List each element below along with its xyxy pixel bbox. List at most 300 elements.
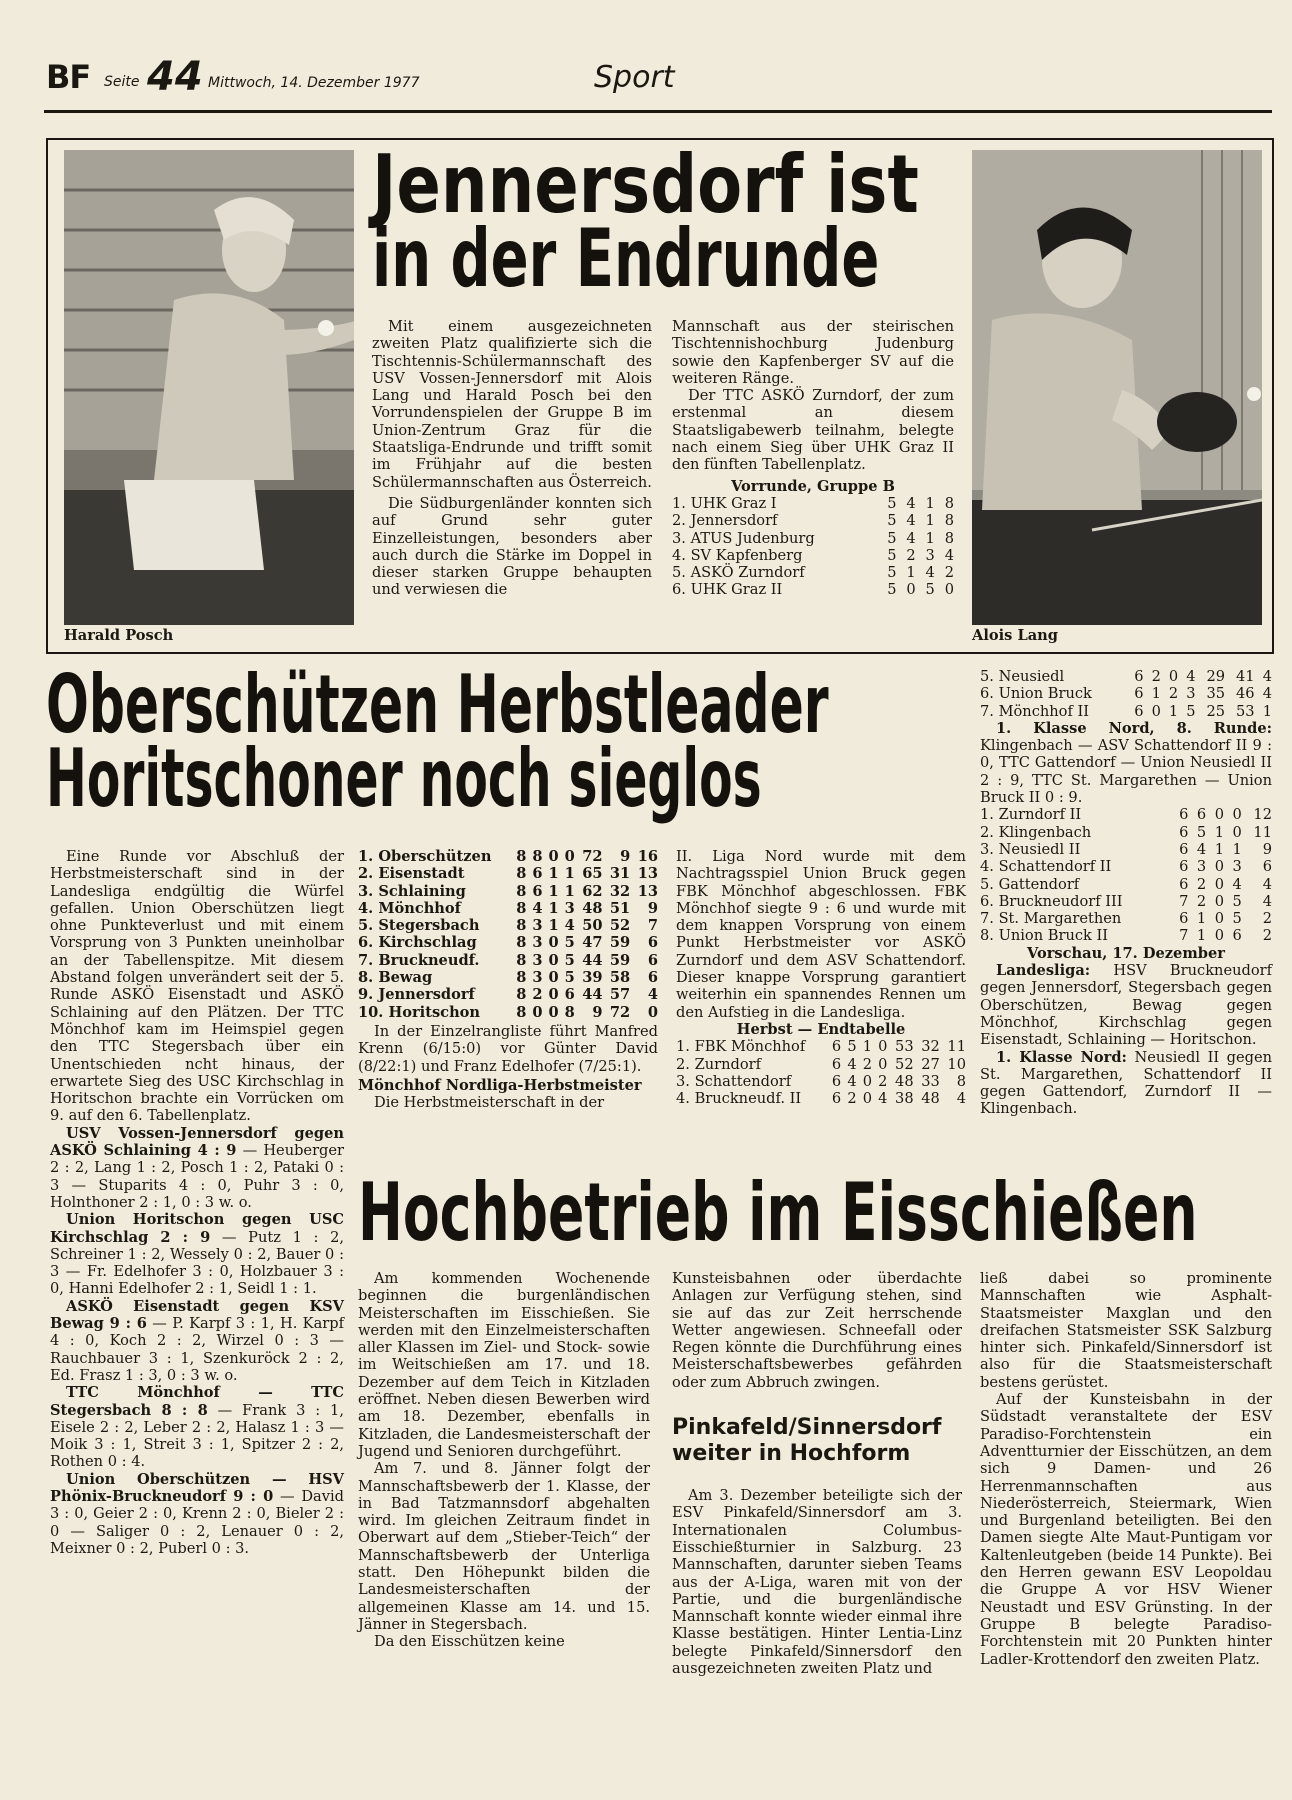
stat-cell: 4 [1262, 875, 1272, 893]
table-row [980, 841, 1272, 858]
stat-cell: 8 [516, 882, 527, 900]
table-row [672, 547, 954, 564]
article2-col4 [980, 668, 1272, 1118]
stat-cell: 8 [532, 848, 543, 865]
stat-cell: 6 [647, 934, 658, 952]
match-result [50, 1211, 344, 1297]
stat-cell: 3 [532, 917, 543, 935]
paragraph: Am 7. und 8. Jänner folgt der Mannschaftsbewerb der 1. Klasse, der in Bad Tatzmannsdorf abgehalten wird. Im gleichen Zeitraum findet in Oberwart auf dem „Stieber-Teich“ der Mannschaftsbewerb der Unterliga statt. Den Höhepunkt bilden die Landesmeisterschaften der allgemeinen Klasse am 14. und 15. Jänner in Stegersbach. [358, 1460, 650, 1633]
article2-headline-line1: Oberschützen Herbstleader [46, 658, 829, 751]
stat-cell: 6 [1232, 927, 1242, 945]
team-name-cell: 5. Stegersbach [358, 917, 480, 935]
article3-col3 [980, 1270, 1272, 1668]
stat-cell: 8 [516, 865, 527, 883]
team-name-cell: 9. Jennersdorf [358, 986, 475, 1004]
paragraph: Mannschaft aus der steirischen Tischtennishochburg Judenburg sowie den Kapfenberger SV auf die weiteren Ränge. [672, 318, 954, 387]
team-name-cell: 4. Schattendorf II [980, 858, 1112, 876]
stat-cell: 2 [906, 546, 916, 564]
stat-cell: 53 [1235, 702, 1255, 720]
match-details: — P. Karpf 3 : 1, H. Karpf 4 : 0, Koch 2 : 2, Wirzel 0 : 3 — Rauchbauer 3 : 1, Szenkuröck 2 : 2, Ed. Frasz 1 : 3, 0 : 3 w. o. [50, 1315, 345, 1384]
match-result [50, 1384, 344, 1470]
paragraph: ließ dabei so prominente Mannschaften wie Asphalt-Staatsmeister Maxglan und den dreifachen Statsmeister SSK Salzburg hinter sich. Pinkafeld/Sinnersdorf ist also für die Staatsmeisterschaft bestens gerüstet. [980, 1270, 1272, 1391]
table-row [980, 876, 1272, 893]
article2-headline [46, 658, 966, 828]
stat-cell: 48 [921, 1090, 940, 1108]
stat-cell: 6 [647, 969, 658, 987]
subhead: Mönchhof Nordliga-Herbstmeister [358, 1076, 642, 1094]
table-row [358, 934, 658, 951]
stat-cell: 8 [516, 848, 527, 865]
stat-cell: 3 [1232, 858, 1242, 876]
stat-cell: 4 [956, 1090, 966, 1108]
stat-cell: 8 [956, 1072, 966, 1090]
page-label: Seite [104, 74, 140, 90]
stat-cell: 6 [564, 986, 575, 1004]
stat-cell: 2 [1196, 892, 1207, 910]
table-row [672, 530, 954, 547]
stat-cell: 48 [895, 1072, 914, 1090]
stat-cell: 2 [1196, 875, 1207, 893]
stat-cell: 41 [1235, 668, 1255, 685]
stat-cell: 4 [1232, 875, 1242, 893]
text: HSV Bruckneudorf gegen Jennersdorf, Stegersbach gegen Oberschützen, Bewag gegen Mönchhof, Kirchschlag gegen Eisenstadt, Schlaining — Horitschon. [980, 962, 1272, 1049]
stat-cell: 0 [906, 581, 916, 599]
page-number: 44 [147, 54, 203, 100]
table-row [358, 917, 658, 934]
team-name-cell: 2. Eisenstadt [358, 865, 465, 883]
team-name-cell: 5. ASKÖ Zurndorf [672, 564, 805, 582]
paragraph: Der TTC ASKÖ Zurndorf, der zum erstenmal an diesem Staatsligabewerb teilnahm, belegte nach einem Sieg über UHK Graz II den fünften Tabellenplatz. [672, 387, 954, 474]
stat-cell: 3 [1186, 685, 1196, 703]
team-name-cell: 3. Neusiedl II [980, 840, 1081, 858]
stat-cell: 0 [1151, 702, 1161, 720]
stat-cell: 2 [862, 1055, 873, 1073]
stat-cell: 1 [1214, 823, 1224, 841]
article2-headline-line2: Horitschoner noch sieglos [46, 732, 762, 826]
stat-cell: 3 [1196, 858, 1207, 876]
stat-cell: 1 [548, 865, 559, 883]
stat-cell: 0 [548, 1003, 559, 1021]
stat-cell: 6 [1179, 823, 1189, 841]
lead: 1. Klasse Nord: [996, 1048, 1127, 1066]
stat-cell: 2 [944, 564, 954, 582]
table-row [672, 495, 954, 512]
article3-headline-text: Hochbetrieb im Eisschießen [358, 1166, 1198, 1259]
team-name-cell: 3. Schlaining [358, 882, 466, 900]
paragraph: Die Herbstmeisterschaft in der [374, 1094, 605, 1112]
stat-cell: 58 [609, 969, 631, 987]
table-row [980, 893, 1272, 910]
stat-cell: 2 [1151, 668, 1161, 685]
paragraph: II. Liga Nord wurde mit dem Nachtragsspiel Union Bruck gegen FBK Mönchhof abgeschlossen. FBK Mönchhof siegte 9 : 6 und wurde mit dem knappen Vorsprung von einem Punkt Herbstmeister vor ASKÖ Zurndorf und dem ASV Schattendorf. Dieser knappe Vorsprung garantiert weiterhin ein spannendes Rennen um den Aufstieg in die Landesliga. [676, 848, 966, 1021]
article2-col3 [676, 848, 966, 1107]
paragraph: Die Südburgenländer konnten sich auf Grund sehr guter Einzelleistungen, besonders aber auch durch die Stärke im Doppel in dieser starken Gruppe behaupten und verwiesen die [372, 494, 652, 599]
stat-cell: 4 [564, 917, 575, 935]
team-name-cell: 6. Bruckneudorf III [980, 892, 1123, 910]
stat-cell: 35 [1206, 685, 1226, 703]
stat-cell: 38 [895, 1090, 914, 1108]
stat-cell: 9 [647, 899, 658, 917]
stat-cell: 59 [609, 934, 631, 952]
match-lead: Union Horitschon gegen USC Kirchschlag 2 : 9 [50, 1211, 344, 1246]
stat-cell: 32 [609, 882, 631, 900]
stat-cell: 2 [1262, 927, 1272, 945]
article2-col2 [358, 848, 658, 1111]
stat-cell: 2 [1262, 910, 1272, 928]
match-details: — Heuberger 2 : 2, Lang 1 : 2, Posch 1 : 2, Pataki 0 : 3 — Stuparits 4 : 0, Puhr 3 : 0, Holnthoner 2 : 1, 0 : 3 w. o. [50, 1142, 345, 1211]
stat-cell: 52 [609, 917, 631, 935]
stat-cell: 52 [895, 1055, 914, 1073]
stat-cell: 6 [1179, 806, 1189, 824]
stat-cell: 0 [548, 848, 559, 865]
stat-cell: 27 [921, 1055, 940, 1073]
stat-cell: 1 [1168, 702, 1179, 720]
stat-cell: 5 [1232, 892, 1242, 910]
stat-cell: 8 [516, 1003, 527, 1021]
stat-cell: 4 [1186, 668, 1196, 685]
stat-cell: 72 [609, 1003, 631, 1021]
stat-cell: 8 [564, 1003, 575, 1021]
stat-cell: 1 [564, 865, 575, 883]
team-name-cell: 5. Neusiedl [980, 668, 1065, 685]
page-header [46, 52, 1276, 108]
text: Neusiedl II gegen St. Margarethen, Schattendorf II gegen Gattendorf, Zurndorf II — Klingenbach. [980, 1048, 1272, 1118]
table-row [676, 1056, 966, 1073]
table-row [980, 806, 1272, 823]
stat-cell: 6 [1179, 910, 1189, 928]
table-row [358, 1004, 658, 1021]
stat-cell: 4 [1262, 668, 1272, 685]
stat-cell: 57 [609, 986, 631, 1004]
table-row [672, 512, 954, 529]
article3-col2 [672, 1270, 962, 1677]
stat-cell: 47 [582, 934, 603, 952]
stat-cell: 0 [548, 934, 559, 952]
stat-cell: 5 [1186, 702, 1196, 720]
stat-cell: 0 [532, 1003, 543, 1021]
stat-cell: 8 [944, 494, 954, 512]
stat-cell: 6 [1134, 685, 1144, 703]
stat-cell: 8 [944, 529, 954, 547]
stat-cell: 0 [1214, 927, 1224, 945]
table-row [676, 1090, 966, 1107]
table-row [358, 883, 658, 900]
stat-cell: 11 [1253, 823, 1272, 841]
team-name-cell: 2. Klingenbach [980, 823, 1092, 841]
stat-cell: 1 [1196, 927, 1207, 945]
stat-cell: 4 [906, 529, 916, 547]
stat-cell: 9 [1262, 840, 1272, 858]
stat-cell: 16 [637, 848, 658, 865]
table-tennis-player-image [64, 150, 354, 625]
stat-cell: 5 [925, 581, 935, 599]
stat-cell: 0 [548, 986, 559, 1004]
stat-cell: 6 [1262, 858, 1272, 876]
stat-cell: 5 [887, 581, 897, 599]
stat-cell: 39 [582, 969, 603, 987]
stat-cell: 62 [582, 882, 603, 900]
stat-cell: 6 [831, 1055, 842, 1073]
stat-cell: 4 [925, 564, 935, 582]
article1-col2 [672, 318, 954, 599]
herbst-table-continued [980, 668, 1272, 720]
table-row [358, 986, 658, 1003]
paragraph: Kunsteisbahnen oder überdachte Anlagen zur Verfügung stehen, sind sie auf das zur Zeit herrschende Wetter angewiesen. Schneefall oder Regen könnte die Durchführung eines Meisterschaftsbewerbes gefährden oder zum Abbruch zwingen. [672, 1270, 962, 1391]
team-name-cell: 4. Mönchhof [358, 899, 461, 917]
stat-cell: 6 [1179, 875, 1189, 893]
team-name-cell: 1. FBK Mönchhof [676, 1038, 806, 1056]
issue-date: Mittwoch, 14. Dezember 1977 [208, 75, 420, 91]
landesliga-table [358, 848, 658, 1021]
stat-cell: 7 [1179, 892, 1189, 910]
stat-cell: 0 [878, 1055, 888, 1073]
stat-cell: 8 [944, 512, 954, 530]
paragraph: Auf der Kunsteisbahn in der Südstadt veranstaltete der ESV Paradiso-Forchtenstein ein Adventturnier der Eisschützen, an dem sich 9 Damen- und 26 Herrenmannschaften aus Niederösterreich, Steiermark, Wien und Burgenland beteiligten. Bei den Damen siegte Alte Maut-Puntigam vor Kaltenleutgeben (beide 14 Punkte). Bei den Herren gewann ESV Leopoldau die Gruppe A vor HSV Wiener Neustadt und ESV Grünsting. In der Gruppe B belegte Paradiso-Forchtenstein mit 20 Punkten hinter Ladler-Krottendorf den zweiten Platz. [980, 1391, 1272, 1668]
table-row [980, 858, 1272, 875]
stat-cell: 5 [847, 1038, 857, 1056]
team-name-cell: 1. Oberschützen [358, 848, 492, 865]
match-details: — David 3 : 0, Geier 2 : 0, Krenn 2 : 0, Bieler 2 : 0 — Saliger 0 : 2, Lenauer 0 : 2, Meixner 0 : 2, Puberl 0 : 3. [50, 1487, 344, 1557]
stat-cell: 2 [847, 1090, 857, 1108]
table-row [676, 1073, 966, 1090]
stat-cell: 0 [1214, 892, 1224, 910]
stat-cell: 6 [1134, 702, 1144, 720]
stat-cell: 65 [582, 865, 603, 883]
stat-cell: 44 [582, 951, 603, 969]
stat-cell: 7 [647, 917, 658, 935]
header-rule [44, 110, 1272, 113]
stat-cell: 0 [944, 581, 954, 599]
stat-cell: 1 [862, 1038, 873, 1056]
stat-cell: 0 [1214, 910, 1224, 928]
team-name-cell: 7. Mönchhof II [980, 702, 1090, 720]
stat-cell: 2 [532, 986, 543, 1004]
team-name-cell: 3. ATUS Judenburg [672, 529, 815, 547]
stat-cell: 11 [947, 1038, 966, 1056]
team-name-cell: 3. Schattendorf [676, 1072, 792, 1090]
stat-cell: 1 [1214, 840, 1224, 858]
stat-cell: 33 [921, 1072, 940, 1090]
stat-cell: 0 [878, 1038, 888, 1056]
match-result [50, 1125, 344, 1211]
stat-cell: 8 [516, 917, 527, 935]
stat-cell: 8 [516, 986, 527, 1004]
stat-cell: 0 [564, 848, 575, 865]
article3-headline [358, 1166, 1274, 1260]
table-row [676, 1038, 966, 1055]
stat-cell: 6 [1196, 806, 1207, 824]
paragraph [980, 1049, 1272, 1118]
team-name-cell: 7. Bruckneudf. [358, 951, 480, 969]
stat-cell: 1 [925, 512, 935, 530]
table-row [980, 703, 1272, 720]
stat-cell: 4 [847, 1072, 857, 1090]
match-result [50, 1471, 344, 1557]
stat-cell: 4 [906, 494, 916, 512]
stat-cell: 5 [887, 512, 897, 530]
stat-cell: 1 [548, 917, 559, 935]
table-row [358, 865, 658, 882]
subhead-line2: weiter in Hochform [672, 1441, 911, 1467]
photo-alois-lang [972, 150, 1262, 625]
stat-cell: 51 [609, 899, 631, 917]
stat-cell: 4 [1196, 840, 1207, 858]
team-name-cell: 8. Bewag [358, 969, 433, 987]
stat-cell: 1 [1232, 840, 1242, 858]
stat-cell: 0 [862, 1072, 873, 1090]
stat-cell: 5 [887, 546, 897, 564]
stat-cell: 50 [582, 917, 603, 935]
table-row [980, 927, 1272, 944]
stat-cell: 0 [1214, 806, 1224, 824]
stat-cell: 1 [564, 882, 575, 900]
stat-cell: 1 [925, 529, 935, 547]
text: Klingenbach — ASV Schattendorf II 9 : 0, TTC Gattendorf — Union Neusiedl II 2 : 9, TTC St. Margarethen — Union Bruck II 0 : 9. [980, 737, 1272, 807]
match-lead: ASKÖ Eisenstadt gegen KSV Bewag 9 : 6 [50, 1297, 344, 1333]
stat-cell: 13 [637, 865, 658, 883]
stat-cell: 0 [548, 951, 559, 969]
stat-cell: 5 [564, 951, 575, 969]
stat-cell: 4 [1262, 685, 1272, 703]
paragraph [980, 720, 1272, 806]
photo-right-caption: Alois Lang [972, 627, 1058, 644]
stat-cell: 3 [564, 899, 575, 917]
table-row [980, 824, 1272, 841]
table-row [672, 581, 954, 598]
photo-left-caption: Harald Posch [64, 627, 174, 644]
article1-col1 [372, 318, 652, 599]
table-row [980, 685, 1272, 702]
stat-cell: 1 [1151, 685, 1161, 703]
stat-cell: 59 [609, 951, 631, 969]
match-lead: USV Vossen-Jennersdorf gegen ASKÖ Schlaining 4 : 9 [50, 1124, 344, 1160]
stat-cell: 10 [947, 1055, 966, 1073]
stat-cell: 6 [831, 1072, 842, 1090]
section-title: Sport [594, 60, 675, 95]
article1-headline-line1: Jennersdorf ist [372, 138, 919, 231]
stat-cell: 53 [895, 1038, 914, 1056]
team-name-cell: 6. UHK Graz II [672, 581, 783, 599]
stat-cell: 46 [1235, 685, 1255, 703]
stat-cell: 5 [564, 969, 575, 987]
paragraph: Am kommenden Wochenende beginnen die burgenländischen Meisterschaften im Eisschießen. Sie werden mit den Einzelmeisterschaften aller Klassen im Ziel- und Stock- sowie im Weitschießen am 17. und 18. Dezember auf dem Teich in Kitzladen eröffnet. Neben diesen Bewerben wird am 18. Dezember, ebenfalls in Kitzladen, die Landesmeisterschaft der Jugend und Senioren durchgeführt. [358, 1270, 650, 1460]
stat-cell: 4 [1262, 892, 1272, 910]
table-row [358, 848, 658, 865]
stat-cell: 8 [516, 969, 527, 987]
stat-cell: 5 [887, 494, 897, 512]
stat-cell: 4 [906, 512, 916, 530]
photo-harald-posch [64, 150, 354, 625]
article1-headline [372, 138, 962, 308]
stat-cell: 0 [647, 1003, 658, 1021]
stat-cell: 6 [831, 1090, 842, 1108]
stat-cell: 8 [516, 899, 527, 917]
paragraph: Da den Eisschützen keine [374, 1633, 565, 1651]
team-name-cell: 6. Kirchschlag [358, 934, 477, 952]
stat-cell: 3 [532, 969, 543, 987]
stat-cell: 3 [532, 951, 543, 969]
match-lead: TTC Mönchhof — TTC Stegersbach 8 : 8 [50, 1384, 344, 1419]
paragraph: In der Einzelrangliste führt Manfred Krenn (6/15:0) vor Günter David (8/22:1) und Franz Edelhofer (7/25:1). [358, 1022, 658, 1075]
team-name-cell: 1. UHK Graz I [672, 494, 777, 512]
table-tennis-player-image [972, 150, 1262, 625]
stat-cell: 32 [921, 1038, 940, 1056]
team-name-cell: 2. Zurndorf [676, 1055, 761, 1073]
table-row [358, 952, 658, 969]
stat-cell: 31 [609, 865, 631, 883]
klasse-nord-table [980, 806, 1272, 944]
stat-cell: 0 [1232, 806, 1242, 824]
stat-cell: 25 [1206, 702, 1226, 720]
stat-cell: 9 [620, 848, 631, 865]
vorschau-title: Vorschau, 17. Dezember [1027, 944, 1225, 962]
stat-cell: 0 [548, 969, 559, 987]
stat-cell: 4 [878, 1090, 888, 1108]
article3-col1 [358, 1270, 650, 1651]
stat-cell: 5 [887, 564, 897, 582]
stat-cell: 13 [637, 882, 658, 900]
stat-cell: 1 [548, 882, 559, 900]
stat-cell: 5 [1196, 823, 1207, 841]
article1-headline-line2: in der Endrunde [372, 212, 880, 306]
newspaper-logo: BF [46, 58, 91, 96]
stat-cell: 0 [1168, 668, 1179, 685]
match-lead: Union Oberschützen — HSV Phönix-Bruckneudorf 9 : 0 [50, 1470, 344, 1505]
team-name-cell: 4. SV Kapfenberg [672, 546, 803, 564]
stat-cell: 6 [532, 865, 543, 883]
team-name-cell: 10. Horitschon [358, 1003, 481, 1021]
stat-cell: 0 [1232, 823, 1242, 841]
lead: 1. Klasse Nord, 8. Runde: [996, 719, 1272, 737]
stat-cell: 1 [548, 899, 559, 917]
table-row [980, 910, 1272, 927]
stat-cell: 7 [1179, 927, 1189, 945]
stat-cell: 0 [1214, 858, 1224, 876]
stat-cell: 4 [847, 1055, 857, 1073]
stat-cell: 6 [1179, 840, 1189, 858]
stat-cell: 9 [592, 1003, 603, 1021]
stat-cell: 4 [647, 986, 658, 1004]
table-title: Herbst — Endtabelle [736, 1020, 906, 1038]
stat-cell: 0 [862, 1090, 873, 1108]
table-row [980, 668, 1272, 685]
article3-subhead [672, 1415, 962, 1467]
stat-cell: 29 [1206, 668, 1226, 685]
paragraph: Eine Runde vor Abschluß der Herbstmeisterschaft sind in der Landesliga endgültig die Würfel gefallen. Union Oberschützen liegt ohne Punkteverlust und mit einem Vorsprung von 3 Punkten uneinholbar an der Tabellenspitze. Mit diesem Abstand folgen unverändert seit der 5. Runde ASKÖ Eisenstadt und ASKÖ Schlaining auf den Plätzen. Der TTC Mönchhof kam im Heimspiel gegen den TTC Stegersbach über ein Unentschieden ncht hinaus, der erwartete Sieg des USC Kirchschlag in Horitschon brachte ein Vorrücken om 9. auf den 6. Tabellenplatz. [50, 848, 344, 1125]
stat-cell: 72 [582, 848, 603, 865]
stat-cell: 8 [516, 951, 527, 969]
table-row [358, 900, 658, 917]
stat-cell: 12 [1253, 806, 1272, 824]
table-title: Vorrunde, Gruppe B [731, 477, 895, 495]
match-details: — Frank 3 : 1, Eisele 2 : 2, Leber 2 : 2, Halasz 1 : 3 — Moik 3 : 1, Streit 3 : 1, Spitzer 2 : 2, Rothen 0 : 4. [50, 1401, 344, 1471]
stat-cell: 5 [1232, 910, 1242, 928]
team-name-cell: 2. Jennersdorf [672, 512, 778, 530]
team-name-cell: 6. Union Bruck [980, 685, 1092, 703]
stat-cell: 1 [1262, 702, 1272, 720]
team-name-cell: 1. Zurndorf II [980, 806, 1082, 824]
paragraph: Mit einem ausgezeichneten zweiten Platz qualifizierte sich die Tischtennis-Schülermannschaft des USV Vossen-Jennersdorf mit Alois Lang und Harald Posch bei den Vorrundenspielen der Gruppe B im Union-Zentrum Graz für die Staatsliga-Endrunde und trifft somit im Frühjahr auf die besten Schülermannschaften aus Österreich. [372, 318, 652, 491]
stat-cell: 6 [831, 1038, 842, 1056]
stat-cell: 1 [906, 564, 916, 582]
paragraph: Am 3. Dezember beteiligte sich der ESV Pinkafeld/Sinnersdorf am 3. Internationalen Columbus-Eisschießturnier in Salzburg. 23 Mannschaften, darunter sieben Teams aus der A-Liga, waren mit von der Partie, und die burgenländische Mannschaft konnte wieder einmal ihre Klasse bestätigen. Hinter Lentia-Linz belegte Pinkafeld/Sinnersdorf den ausgezeichneten zweiten Platz und [672, 1487, 962, 1678]
stat-cell: 2 [1168, 685, 1179, 703]
herbst-table [676, 1038, 966, 1107]
stat-cell: 3 [532, 934, 543, 952]
stat-cell: 2 [878, 1072, 888, 1090]
table-row [358, 969, 658, 986]
team-name-cell: 5. Gattendorf [980, 875, 1080, 893]
